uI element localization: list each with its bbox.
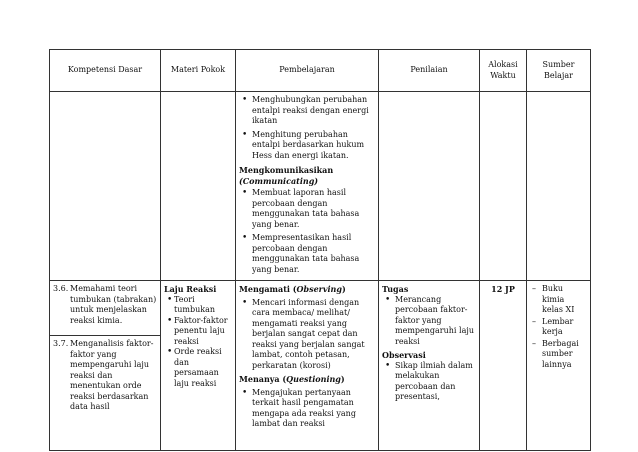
header-alokasi	[480, 50, 527, 92]
menanya-list	[239, 388, 375, 430]
list-item: • Menghitung perubahan entalpi berdasarkan hukum Hess dan energi ikatan.	[239, 130, 375, 162]
cell-penilaian-empty	[379, 92, 480, 281]
alokasi-value: 12 JP	[491, 284, 515, 294]
list-item: • Teori tumbukan	[164, 295, 232, 316]
mengamati-italic: Observing	[296, 284, 342, 294]
cell-alokasi-empty	[480, 92, 527, 281]
mengamati-label: Mengamati (	[239, 284, 297, 294]
header-sumber-line1: Sumber	[542, 60, 575, 69]
kd-number: 3.6.	[53, 284, 69, 293]
list-item: • Orde reaksi dan persamaan laju reaksi	[164, 347, 232, 389]
list-item: – Buku kimia kelas XI	[530, 284, 587, 316]
observasi-list	[382, 361, 476, 403]
header-sumber	[527, 50, 591, 92]
rpp-table	[49, 49, 591, 451]
sumber-list	[530, 284, 587, 370]
cell-materi	[161, 281, 236, 451]
komunikasi-list	[239, 188, 375, 275]
header-pembelajaran-label: Pembelajaran	[279, 65, 335, 75]
cell-materi-empty	[161, 92, 236, 281]
observasi-title: Observasi	[382, 350, 426, 360]
header-alokasi-line1: Alokasi	[488, 60, 518, 69]
cell-kd-empty	[50, 92, 161, 281]
header-pembelajaran	[236, 50, 379, 92]
list-item: • Sikap ilmiah dalam melakukan percobaan dan presentasi,	[382, 361, 476, 403]
section-title: Mengkomunikasikan	[239, 165, 334, 175]
section-subtitle: (Communicating)	[239, 175, 319, 186]
materi-list	[164, 295, 232, 390]
list-item: • Membuat laporan hasil percobaan dengan menggunakan tata bahasa yang benar.	[239, 188, 375, 230]
header-materi-label: Materi Pokok	[170, 65, 226, 75]
kd-number: 3.7.	[53, 339, 69, 348]
header-kompetensi	[50, 50, 161, 92]
menanya-italic: Questioning	[286, 374, 341, 384]
list-item: • Faktor-faktor penentu laju reaksi	[164, 316, 232, 348]
mengamati-list	[239, 298, 375, 372]
header-row	[50, 50, 591, 92]
header-penilaian	[379, 50, 480, 92]
kd-3-6	[50, 281, 160, 335]
header-alokasi-line2: Waktu	[490, 70, 516, 80]
list-item: – Lembar kerja	[530, 317, 587, 338]
cell-penilaian	[379, 281, 480, 451]
kd-text: Memahami teori tumbukan (tabrakan) untuk menjelaskan reaksi kimia.	[70, 284, 157, 325]
header-sumber-line2: Belajar	[543, 70, 573, 80]
materi-title: Laju Reaksi	[164, 284, 217, 294]
mengamati-title	[239, 284, 375, 295]
cell-pembelajaran	[236, 281, 379, 451]
cell-sumber-empty	[527, 92, 591, 281]
tugas-title: Tugas	[382, 284, 409, 294]
cell-kompetensi	[50, 281, 161, 451]
mengamati-close: )	[341, 284, 346, 294]
row-continuation	[50, 92, 591, 281]
header-kompetensi-label: Kompetensi Dasar	[67, 65, 143, 75]
row-laju-reaksi	[50, 281, 591, 451]
menanya-close: )	[340, 374, 345, 384]
list-item: • Merancang percobaan faktor-faktor yang mempengaruhi laju reaksi	[382, 295, 476, 348]
tugas-list	[382, 295, 476, 348]
list-item: • Mencari informasi dengan cara membaca/ melihat/ mengamati reaksi yang berjalan sangat cepat dan reaksi yang berjalan sangat lambat, contoh petasan, perkaratan (korosi)	[239, 298, 375, 372]
cell-pembelajaran-cont	[236, 92, 379, 281]
list-item: • Mempresentasikan hasil percobaan dengan menggunakan tata bahasa yang benar.	[239, 233, 375, 275]
header-penilaian-label: Penilaian	[410, 65, 448, 75]
list-item: • Menghubungkan perubahan entalpi reaksi dengan energi ikatan	[239, 95, 375, 127]
kd-text: Menganalisis faktor-faktor yang mempengaruhi laju reaksi dan menentukan orde reaksi berdasarkan data hasil	[70, 339, 154, 411]
kd-3-7	[50, 335, 160, 415]
cell-alokasi	[480, 281, 527, 451]
header-materi	[161, 50, 236, 92]
list-item: – Berbagai sumber lainnya	[530, 339, 587, 371]
menanya-label: Menanya (	[239, 374, 287, 384]
list-item: • Mengajukan pertanyaan terkait hasil pengamatan mengapa ada reaksi yang lambat dan reaksi	[239, 388, 375, 430]
cell-sumber	[527, 281, 591, 451]
menanya-title	[239, 374, 375, 385]
pembelajaran-list	[239, 95, 375, 161]
